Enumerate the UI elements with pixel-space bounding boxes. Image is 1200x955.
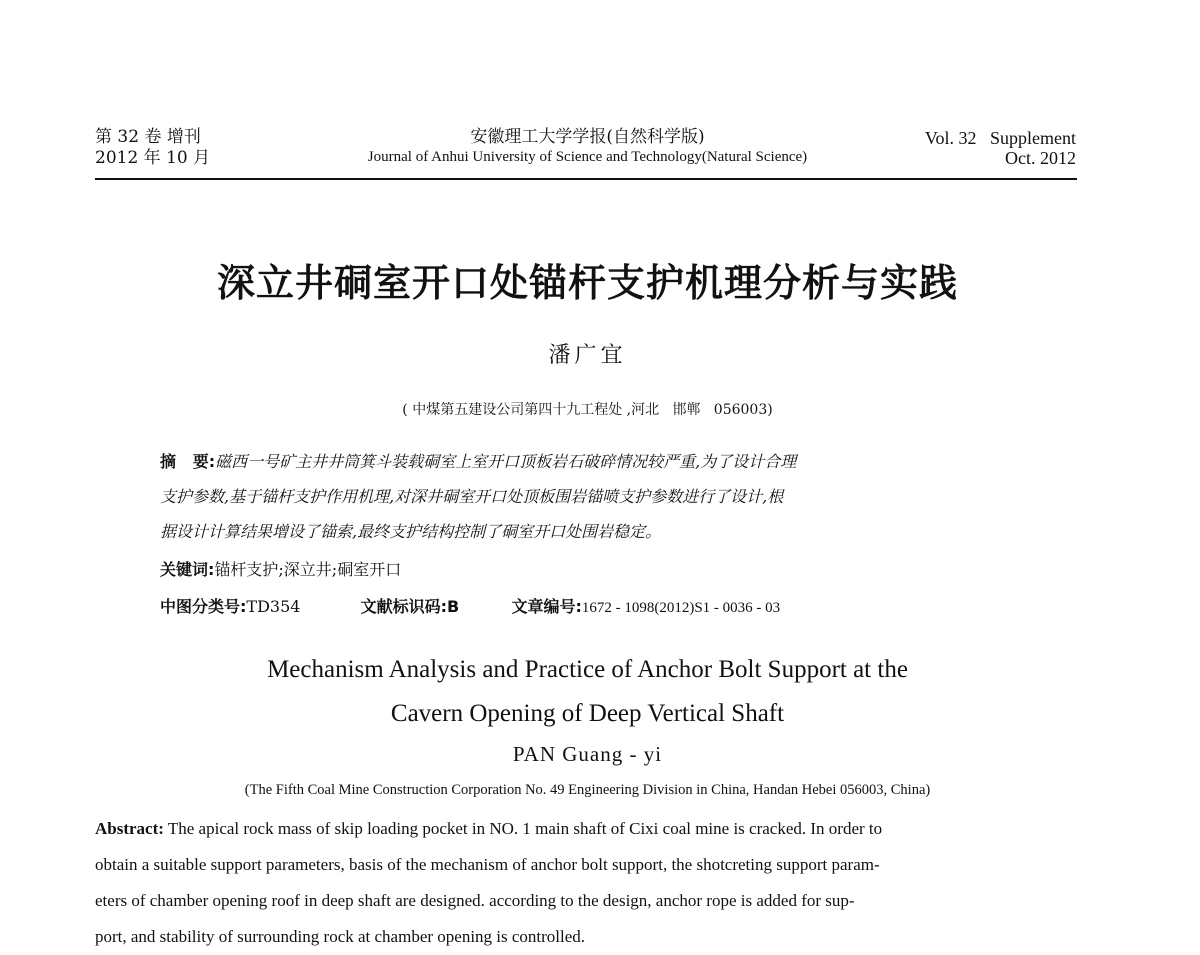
abstract-en-line-3: eters of chamber opening roof in deep shaft are designed. according to the design, anchor rope is added for sup- xyxy=(95,891,855,910)
journal-name-en: Journal of Anhui University of Science and Technology(Natural Science) xyxy=(367,149,808,165)
abstract-cn-line-1 xyxy=(160,452,796,472)
date-cn: 2012 年 10 月 xyxy=(95,148,211,168)
clc-value: TD354 xyxy=(246,597,301,616)
article-no-label: 文章编号: xyxy=(511,597,582,616)
date-en: Oct. 2012 xyxy=(1005,148,1076,168)
abstract-en-line-2: obtain a suitable support parameters, basis of the mechanism of anchor bolt support, the shotcreting support param- xyxy=(95,855,880,874)
journal-name-cn: 安徽理工大学学报(自然科学版) xyxy=(470,127,705,147)
abstract-label-en: Abstract: xyxy=(95,819,164,838)
volume-issue-cn: 第 32 卷 增刊 xyxy=(95,127,201,147)
clc-label: 中图分类号: xyxy=(160,597,247,616)
abstract-label-cn: 摘 要: xyxy=(160,452,216,471)
keywords-value-cn: 锚杆支护;深立井;硐室开口 xyxy=(214,560,402,579)
author-cn: 潘广宜 xyxy=(548,343,627,368)
paper-title-cn: 深立井硐室开口处锚杆支护机理分析与实践 xyxy=(216,261,958,305)
abstract-cn-text-1: 磁西一号矿主井井筒箕斗装载硐室上室开口顶板岩石破碎情况较严重,为了设计合理 xyxy=(215,452,797,471)
abstract-en-line-1 xyxy=(95,819,1080,839)
paper-title-en-line-2: Cavern Opening of Deep Vertical Shaft xyxy=(390,700,785,727)
affiliation-cn: ( 中煤第五建设公司第四十九工程处 ,河北 邯郸 056003) xyxy=(402,402,773,418)
abstract-cn-line-3: 据设计计算结果增设了锚索,最终支护结构控制了硐室开口处围岩稳定。 xyxy=(160,522,662,541)
doc-code-label: 文献标识码: xyxy=(360,597,448,616)
abstract-en-text-1: The apical rock mass of skip loading pocket in NO. 1 main shaft of Cixi coal mine is cracked. In order to xyxy=(163,819,883,838)
header-rule xyxy=(95,178,1077,180)
article-no-value: 1672 - 1098(2012)S1 - 0036 - 03 xyxy=(581,600,781,616)
keywords-cn xyxy=(160,560,401,580)
classification-row xyxy=(160,597,780,618)
doc-code-value: B xyxy=(447,597,460,616)
keywords-label-cn: 关键词: xyxy=(160,560,215,579)
abstract-cn-line-2: 支护参数,基于锚杆支护作用机理,对深井硐室开口处顶板围岩锚喷支护参数进行了设计,根 xyxy=(160,487,784,506)
author-en: PAN Guang - yi xyxy=(512,742,663,766)
abstract-en-line-4: port, and stability of surrounding rock at chamber opening is controlled. xyxy=(95,927,586,946)
volume-supplement-en: Vol. 32 Supplement xyxy=(924,128,1076,148)
paper-title-en-line-1: Mechanism Analysis and Practice of Anchor Bolt Support at the xyxy=(267,656,908,683)
affiliation-en: (The Fifth Coal Mine Construction Corporation No. 49 Engineering Division in China, Handan Hebei 056003, China) xyxy=(244,782,931,798)
